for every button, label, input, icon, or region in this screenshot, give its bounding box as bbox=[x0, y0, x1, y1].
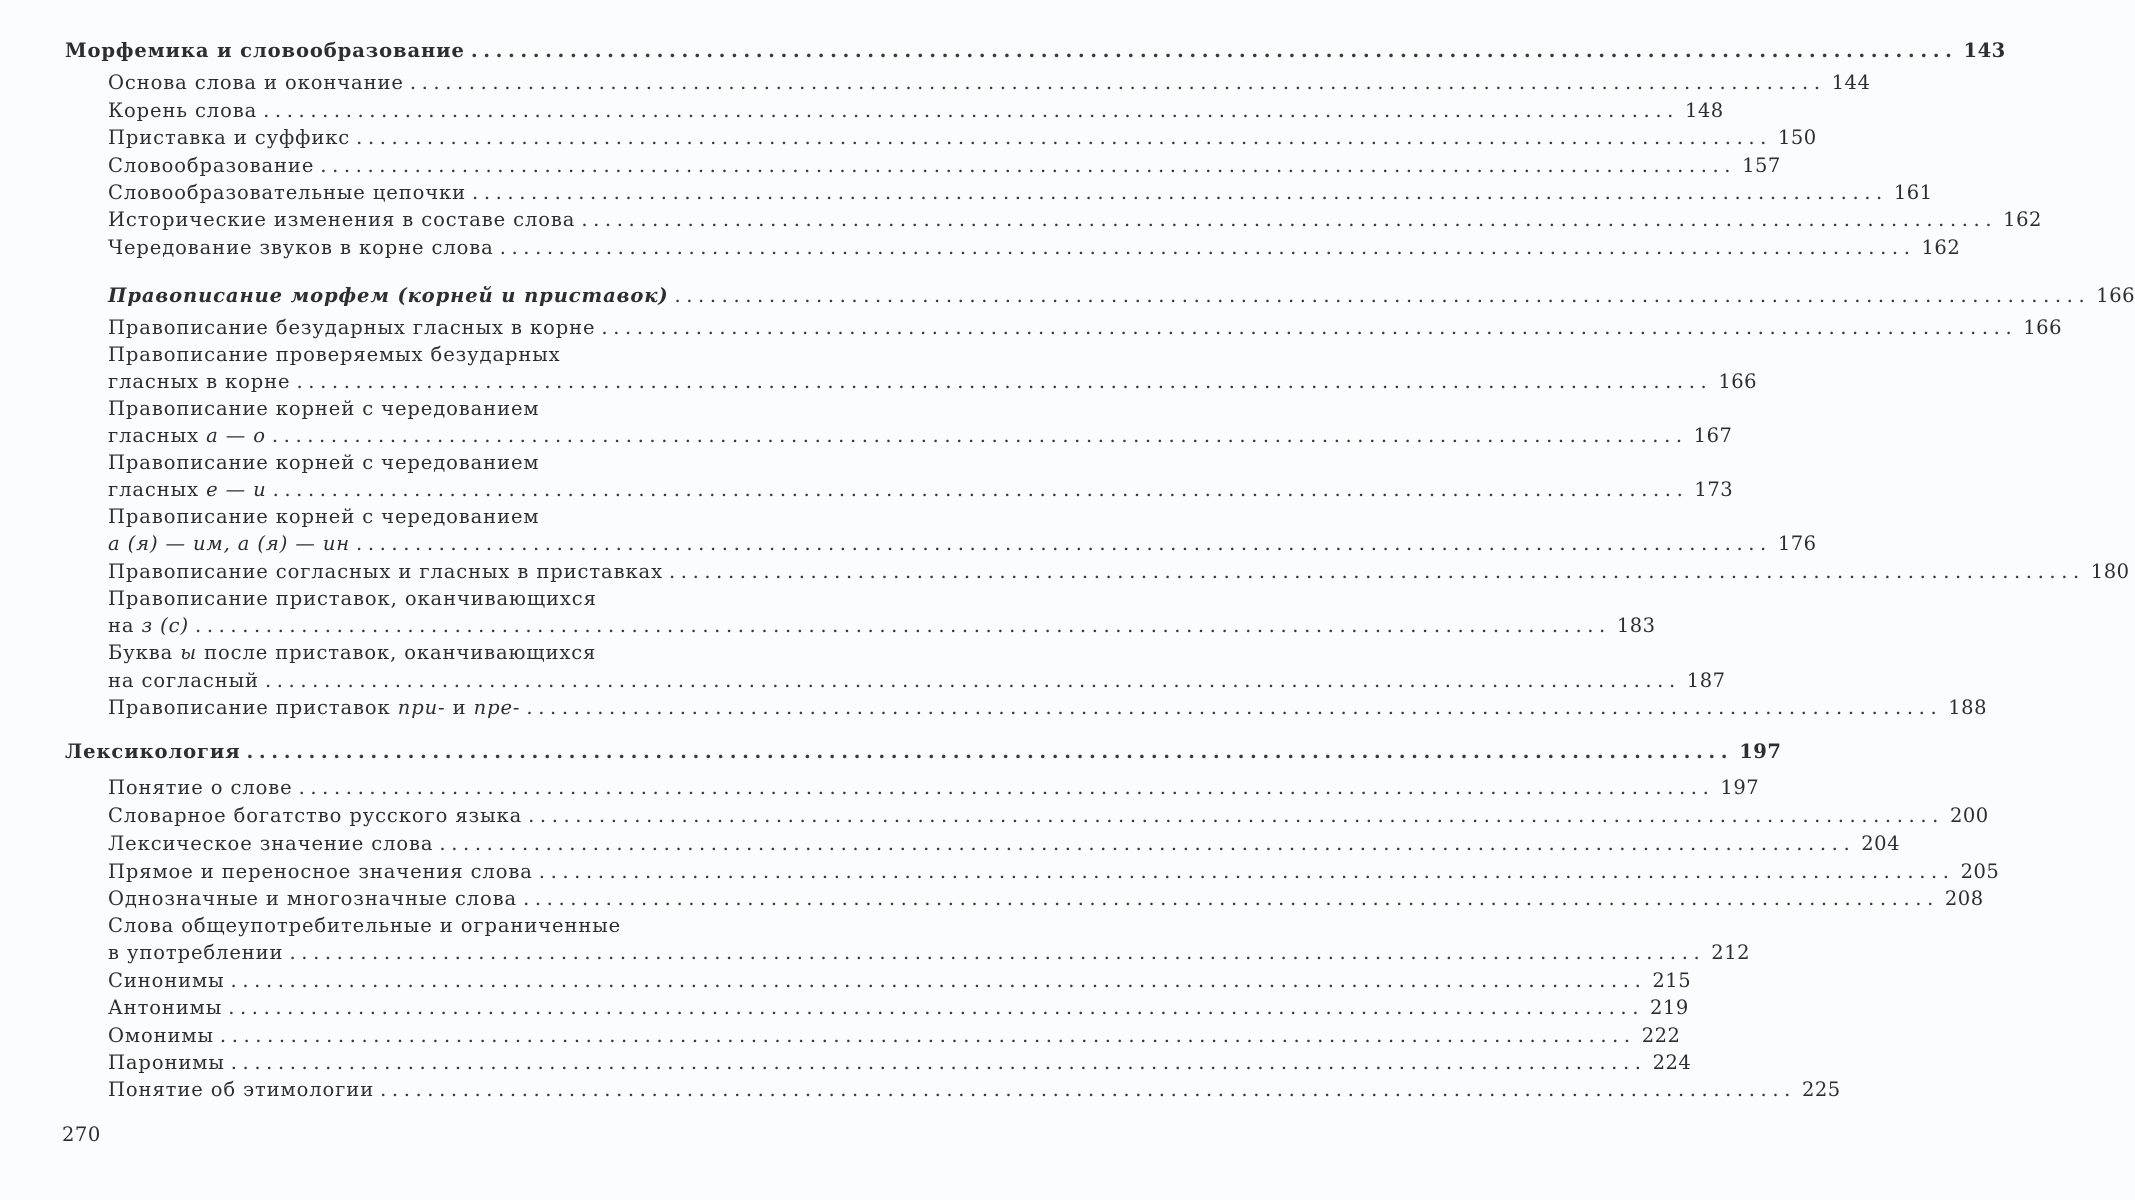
toc-entry-title bbox=[108, 559, 663, 585]
dot-leader: ........................................................................................................................ bbox=[674, 284, 2091, 307]
title-text: на согласный bbox=[108, 669, 259, 692]
dot-leader: ........................................................................................................................ bbox=[356, 126, 1772, 149]
toc-page-number: 166 bbox=[2023, 316, 2062, 339]
toc-entry bbox=[0, 504, 858, 530]
dot-leader: ........................................................................................................................ bbox=[246, 740, 1734, 763]
italic-term: при- bbox=[397, 696, 446, 719]
toc-entry-title bbox=[108, 235, 494, 261]
toc-entry-title bbox=[108, 423, 266, 449]
toc-entry bbox=[0, 153, 1781, 179]
toc-entry bbox=[0, 668, 1726, 694]
title-text: Правописание согласных и гласных в приставках bbox=[108, 560, 663, 583]
dot-leader: ........................................................................................................................ bbox=[356, 532, 1772, 555]
toc-page-number: 162 bbox=[2003, 208, 2042, 231]
toc-entry-title bbox=[108, 831, 433, 857]
toc-entry-title bbox=[65, 38, 465, 64]
dot-leader: ........................................................................................................................ bbox=[526, 696, 1943, 719]
title-text: гласных bbox=[108, 478, 207, 501]
toc-page-number: 167 bbox=[1693, 424, 1733, 447]
toc-entry-title bbox=[108, 153, 314, 179]
title-text: Правописание проверяемых безударных bbox=[108, 343, 561, 366]
toc-entry bbox=[0, 477, 1734, 503]
toc-entry bbox=[0, 1077, 1841, 1103]
toc-entry bbox=[0, 831, 1900, 857]
toc-page-number: 200 bbox=[1949, 804, 1989, 827]
title-text: гласных в корне bbox=[108, 370, 291, 393]
toc-page-number: 162 bbox=[1921, 236, 1961, 259]
dot-leader: ........................................................................................................................ bbox=[264, 669, 1681, 692]
title-text: Правописание приставок bbox=[108, 696, 398, 719]
toc-entry-title bbox=[108, 531, 350, 557]
toc-page-number: 222 bbox=[1641, 1024, 1681, 1047]
toc-page-number: 166 bbox=[2096, 284, 2135, 307]
italic-term: ы bbox=[180, 641, 197, 664]
toc-page-number: 205 bbox=[1960, 860, 2000, 883]
title-text: и bbox=[445, 696, 474, 719]
toc-entry bbox=[0, 342, 858, 368]
toc-entry-title bbox=[108, 886, 517, 912]
title-text: Правописание безударных гласных в корне bbox=[108, 316, 596, 339]
toc-entry-title bbox=[108, 1050, 225, 1076]
toc-entry-title bbox=[108, 396, 539, 422]
toc-entry-title bbox=[108, 504, 539, 530]
toc-entry-title bbox=[108, 668, 259, 694]
italic-term: е — и bbox=[206, 478, 267, 501]
toc-entry-title bbox=[108, 995, 222, 1021]
toc-entry-title bbox=[108, 586, 597, 612]
toc-page-number: 148 bbox=[1684, 99, 1724, 122]
title-text: Прямое и переносное значения слова bbox=[108, 860, 533, 883]
page-number: 270 bbox=[62, 1123, 101, 1146]
toc-entry-title bbox=[108, 98, 257, 124]
toc-entry-title bbox=[108, 1077, 374, 1103]
dot-leader: ........................................................................................................................ bbox=[581, 208, 1998, 231]
toc-entry bbox=[0, 369, 1758, 395]
dot-leader: ........................................................................................................................ bbox=[528, 804, 1944, 827]
title-text: после приставок, оканчивающихся bbox=[197, 641, 597, 664]
toc-entry bbox=[0, 98, 1724, 124]
toc-page-number: 176 bbox=[1777, 532, 1817, 555]
toc-page-number: 197 bbox=[1720, 776, 1760, 799]
title-text: Морфемика и словообразование bbox=[65, 39, 465, 62]
dot-leader: ........................................................................................................................ bbox=[523, 887, 1939, 910]
toc-entry bbox=[0, 315, 2062, 341]
toc-entry-title bbox=[108, 342, 561, 368]
toc-page-number: 157 bbox=[1742, 154, 1781, 177]
toc-entry-title bbox=[108, 695, 520, 721]
toc-page-number: 144 bbox=[1831, 71, 1871, 94]
title-text: гласных bbox=[108, 424, 207, 447]
toc-page-number: 219 bbox=[1650, 996, 1689, 1019]
toc-page-number: 150 bbox=[1777, 126, 1817, 149]
toc-section-heading bbox=[0, 38, 2006, 64]
toc-page-number: 215 bbox=[1652, 969, 1692, 992]
dot-leader: ........................................................................................................................ bbox=[271, 424, 1688, 447]
dot-leader: ........................................................................................................................ bbox=[601, 316, 2018, 339]
toc-entry-title bbox=[108, 1023, 214, 1049]
toc-page-number: 166 bbox=[1718, 370, 1758, 393]
dot-leader: ........................................................................................................................ bbox=[320, 154, 1737, 177]
toc-entry bbox=[0, 803, 1989, 829]
toc-entry bbox=[0, 125, 1817, 151]
title-text: Словообразовательные цепочки bbox=[108, 181, 467, 204]
title-text: Антонимы bbox=[108, 996, 223, 1019]
toc-entry-title bbox=[65, 739, 241, 765]
toc-entry-title bbox=[108, 369, 291, 395]
toc-entry bbox=[0, 1023, 1681, 1049]
title-text: Правописание приставок, оканчивающихся bbox=[108, 587, 597, 610]
title-text: Лексическое значение слова bbox=[108, 832, 434, 855]
toc-entry bbox=[0, 531, 1817, 557]
toc-entry bbox=[0, 613, 1656, 639]
toc-entry bbox=[0, 968, 1692, 994]
toc-entry-title bbox=[108, 450, 539, 476]
toc-entry bbox=[0, 886, 1984, 912]
toc-entry-title bbox=[108, 315, 595, 341]
toc-entry-title bbox=[108, 70, 404, 96]
toc-section-heading bbox=[0, 739, 1782, 765]
italic-term: з (с) bbox=[141, 614, 190, 637]
toc-entry bbox=[0, 235, 1961, 261]
title-text: на bbox=[108, 614, 142, 637]
toc-entry bbox=[0, 586, 858, 612]
title-text: Синонимы bbox=[108, 969, 225, 992]
toc-entry-title bbox=[108, 640, 596, 666]
toc-entry-title bbox=[108, 859, 533, 885]
toc-entry bbox=[0, 396, 858, 422]
dot-leader: ........................................................................................................................ bbox=[219, 1024, 1636, 1047]
toc-entry-title bbox=[108, 125, 350, 151]
title-text: Словарное богатство русского языка bbox=[108, 804, 523, 827]
toc-page-number: 187 bbox=[1686, 669, 1726, 692]
title-text: Буква bbox=[108, 641, 181, 664]
toc-entry bbox=[0, 70, 1871, 96]
italic-term: пре- bbox=[473, 696, 521, 719]
toc-entry bbox=[0, 695, 1987, 721]
toc-entry bbox=[0, 450, 858, 476]
title-text: Приставка и суффикс bbox=[108, 126, 351, 149]
title-text: Исторические изменения в составе слова bbox=[108, 208, 576, 231]
title-text: Понятие о слове bbox=[108, 776, 293, 799]
dot-leader: ........................................................................................................................ bbox=[409, 71, 1826, 94]
dot-leader: ........................................................................................................................ bbox=[470, 39, 1958, 62]
title-text: Чередование звуков в корне слова bbox=[108, 236, 494, 259]
dot-leader: ........................................................................................................................ bbox=[195, 614, 1611, 637]
toc-page-number: 224 bbox=[1652, 1051, 1692, 1074]
title-text: Основа слова и окончание bbox=[108, 71, 404, 94]
title-text: Корень слова bbox=[108, 99, 258, 122]
toc-entry-title bbox=[108, 968, 225, 994]
dot-leader: ........................................................................................................................ bbox=[263, 99, 1679, 122]
toc-page-number: 180 bbox=[2090, 560, 2130, 583]
italic-term: а (я) — им, а (я) — ин bbox=[108, 532, 351, 555]
title-text: Правописание корней с чередованием bbox=[108, 505, 540, 528]
toc-page-number: 173 bbox=[1694, 478, 1734, 501]
toc-page-number: 197 bbox=[1739, 740, 1782, 763]
dot-leader: ........................................................................................................................ bbox=[272, 478, 1689, 501]
toc-entry bbox=[0, 859, 2000, 885]
dot-leader: ........................................................................................................................ bbox=[538, 860, 1955, 883]
title-text: Понятие об этимологии bbox=[108, 1078, 375, 1101]
toc-page-number: 204 bbox=[1861, 832, 1900, 855]
toc-page-number: 183 bbox=[1616, 614, 1656, 637]
toc-entry-title bbox=[108, 477, 267, 503]
dot-leader: ........................................................................................................................ bbox=[230, 1051, 1647, 1074]
toc-page-number: 188 bbox=[1948, 696, 1987, 719]
dot-leader: ........................................................................................................................ bbox=[380, 1078, 1796, 1101]
toc-entry-title bbox=[108, 180, 466, 206]
toc-entry bbox=[0, 940, 1751, 966]
toc-entry bbox=[0, 1050, 1692, 1076]
toc-entry bbox=[0, 640, 858, 666]
toc-subsection-heading bbox=[0, 283, 2135, 309]
toc-entry-title bbox=[108, 803, 522, 829]
dot-leader: ........................................................................................................................ bbox=[439, 832, 1856, 855]
toc-entry bbox=[0, 559, 2130, 585]
toc-page-number: 212 bbox=[1711, 941, 1751, 964]
title-text: Правописание морфем (корней и приставок) bbox=[108, 284, 669, 307]
title-text: Слова общеупотребительные и ограниченные bbox=[108, 914, 622, 937]
title-text: Паронимы bbox=[108, 1051, 225, 1074]
toc-page-number: 143 bbox=[1963, 39, 2006, 62]
toc-entry-title bbox=[108, 613, 189, 639]
dot-leader: ........................................................................................................................ bbox=[228, 996, 1645, 1019]
title-text: Омонимы bbox=[108, 1024, 214, 1047]
dot-leader: ........................................................................................................................ bbox=[289, 941, 1706, 964]
toc-entry-title bbox=[108, 775, 293, 801]
title-text: Лексикология bbox=[65, 740, 241, 763]
toc-page-number: 225 bbox=[1801, 1078, 1841, 1101]
title-text: Правописание корней с чередованием bbox=[108, 451, 540, 474]
dot-leader: ........................................................................................................................ bbox=[296, 370, 1713, 393]
toc-entry-title bbox=[108, 940, 283, 966]
title-text: Правописание корней с чередованием bbox=[108, 397, 540, 420]
toc-page-number: 208 bbox=[1944, 887, 1984, 910]
dot-leader: ........................................................................................................................ bbox=[668, 560, 2085, 583]
title-text: Однозначные и многозначные слова bbox=[108, 887, 518, 910]
dot-leader: ........................................................................................................................ bbox=[230, 969, 1647, 992]
dot-leader: ........................................................................................................................ bbox=[472, 181, 1888, 204]
toc-entry-title bbox=[108, 207, 575, 233]
italic-term: а — о bbox=[206, 424, 266, 447]
toc-entry bbox=[0, 423, 1733, 449]
toc-entry-title bbox=[108, 913, 621, 939]
toc-entry bbox=[0, 775, 1760, 801]
dot-leader: ........................................................................................................................ bbox=[298, 776, 1715, 799]
title-text: Словообразование bbox=[108, 154, 315, 177]
toc-entry-title bbox=[108, 283, 668, 309]
toc-entry bbox=[0, 180, 1933, 206]
toc-page-number: 161 bbox=[1893, 181, 1933, 204]
dot-leader: ........................................................................................................................ bbox=[499, 236, 1916, 259]
title-text: в употреблении bbox=[108, 941, 284, 964]
toc-entry bbox=[0, 995, 1689, 1021]
toc-entry bbox=[0, 207, 2042, 233]
toc-entry bbox=[0, 913, 858, 939]
